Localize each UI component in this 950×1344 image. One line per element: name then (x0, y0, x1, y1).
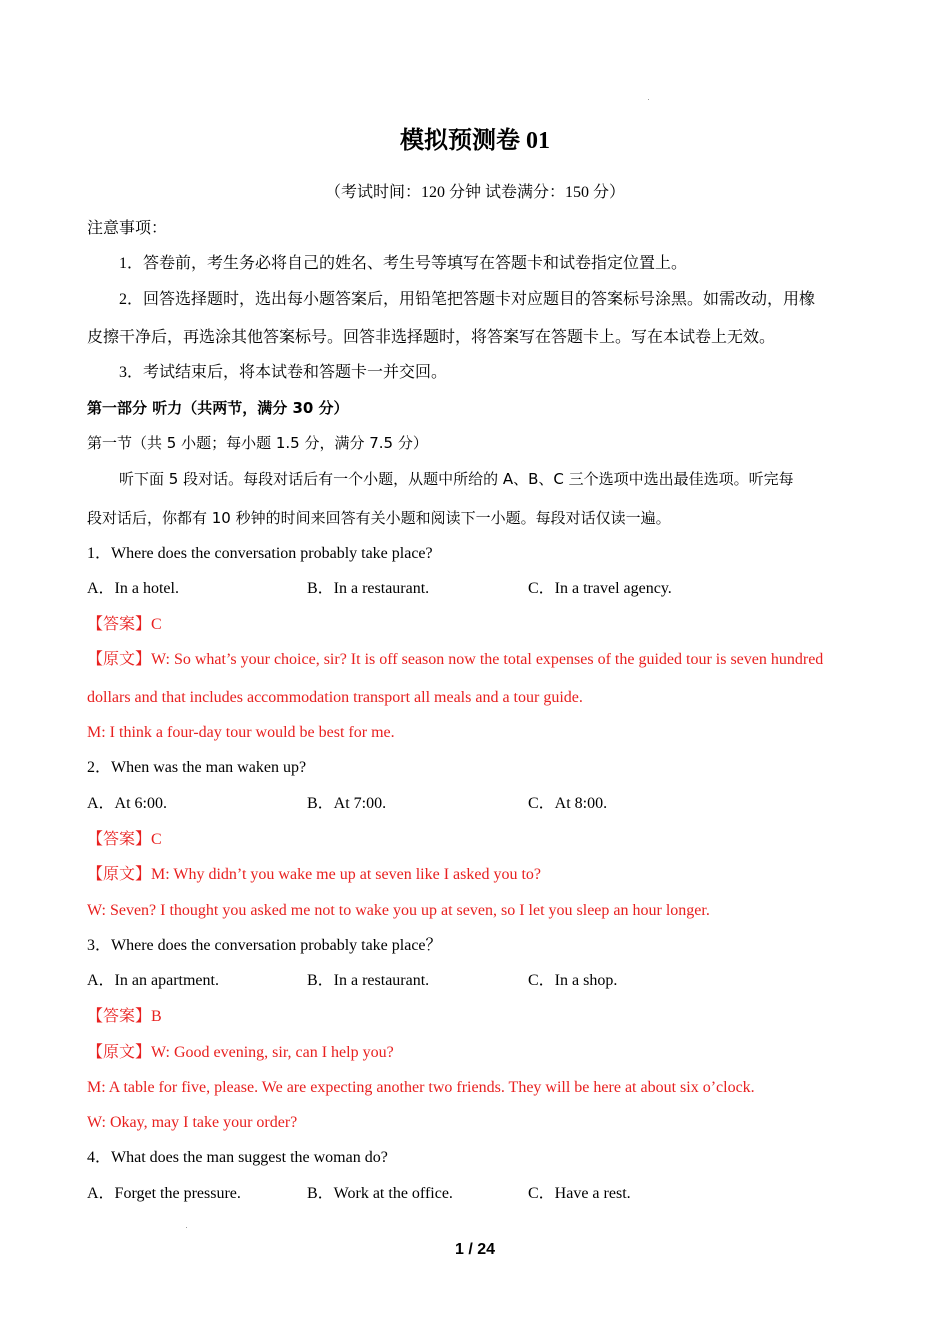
scan-mark (186, 1227, 187, 1228)
answer-key: 【答案】C (87, 831, 162, 848)
option-c: C．Have a rest. (528, 1185, 631, 1202)
transcript-line: W: Okay, may I take your order? (87, 1114, 298, 1131)
option-b: B．In a restaurant. (307, 972, 430, 989)
answer-key: 【答案】B (87, 1008, 162, 1025)
question-stem: 4．What does the man suggest the woman do? (87, 1149, 388, 1166)
option-a: A．Forget the pressure. (87, 1185, 241, 1202)
option-c: C．In a travel agency. (528, 580, 672, 597)
question-stem: 3．Where does the conversation probably take place？ (87, 937, 442, 954)
option-b: B．In a restaurant. (307, 580, 430, 597)
notes-heading: 注意事项： (87, 220, 168, 237)
exam-info: （考试时间：120 分钟 试卷满分：150 分） (324, 184, 625, 201)
option-a: A．At 6:00. (87, 795, 168, 812)
option-a: A．In an apartment. (87, 972, 219, 989)
page-title: 模拟预测卷 01 (400, 128, 550, 154)
page-number: 1 / 24 (454, 1241, 496, 1258)
scan-mark (648, 99, 649, 100)
transcript-line: M: A table for five, please. We are expecting another two friends. They will be here at about six o’clock. (87, 1079, 755, 1096)
transcript-line: dollars and that includes accommodation transport all meals and a tour guide. (87, 689, 583, 706)
option-c: C．In a shop. (528, 972, 618, 989)
transcript-line: 【原文】W: So what’s your choice, sir? It is off season now the total expenses of the guided tour is seven hundred (87, 651, 824, 668)
section-heading: 第一节（共 5 小题；每小题 1.5 分，满分 7.5 分） (87, 434, 428, 452)
answer-key: 【答案】C (87, 616, 162, 633)
option-c: C．At 8:00. (528, 795, 608, 812)
transcript-line: 【原文】M: Why didn’t you wake me up at seven like I asked you to? (87, 866, 541, 883)
question-options (87, 1183, 867, 1205)
question-options (87, 970, 867, 992)
question-stem: 1．Where does the conversation probably take place? (87, 545, 433, 562)
option-b: B．Work at the office. (307, 1185, 453, 1202)
option-b: B．At 7:00. (307, 795, 387, 812)
instructions-line: 听下面 5 段对话。每段对话后有一个小题，从题中所给的 A、B、C 三个选项中选出最佳选项。听完每 (119, 470, 794, 488)
note-item: 2．回答选择题时，选出每小题答案后，用铅笔把答题卡对应题目的答案标号涂黑。如需改动，用橡 (119, 291, 816, 308)
question-options (87, 793, 867, 815)
transcript-line: 【原文】W: Good evening, sir, can I help you? (87, 1044, 394, 1061)
note-item-continued: 皮擦干净后，再选涂其他答案标号。回答非选择题时，将答案写在答题卡上。写在本试卷上无效。 (87, 329, 776, 346)
note-item: 3．考试结束后，将本试卷和答题卡一并交回。 (119, 364, 448, 381)
transcript-line: W: Seven? I thought you asked me not to wake you up at seven, so I let you sleep an hour longer. (87, 902, 710, 919)
question-stem: 2．When was the man waken up? (87, 759, 307, 776)
question-options (87, 578, 867, 600)
option-a: A．In a hotel. (87, 580, 179, 597)
transcript-line: M: I think a four-day tour would be best for me. (87, 724, 395, 741)
note-item: 1．答卷前，考生务必将自己的姓名、考生号等填写在答题卡和试卷指定位置上。 (119, 255, 688, 272)
instructions-line: 段对话后，你都有 10 秒钟的时间来回答有关小题和阅读下一小题。每段对话仅读一遍。 (87, 509, 671, 527)
part-heading: 第一部分 听力（共两节，满分 30 分） (87, 399, 349, 417)
